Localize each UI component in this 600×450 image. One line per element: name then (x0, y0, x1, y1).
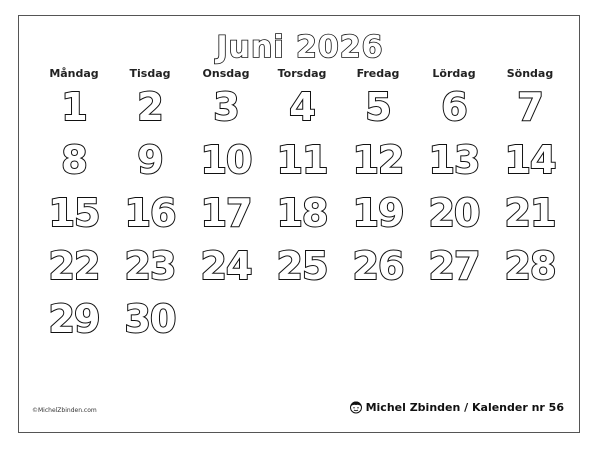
author-credit-text: Michel Zbinden / Kalender nr 56 (365, 400, 564, 414)
calendar-title: Juni 2026 (216, 30, 384, 65)
day-grid (36, 80, 568, 346)
day-cell: 25 (276, 243, 328, 288)
day-cell: 7 (517, 84, 543, 129)
day-cell: 17 (200, 190, 252, 235)
day-cell: 22 (48, 243, 100, 288)
day-cell: 30 (124, 296, 176, 341)
day-cell: 13 (428, 137, 480, 182)
day-cell: 1 (61, 84, 87, 129)
day-cell: 15 (48, 190, 100, 235)
day-cell: 24 (200, 243, 252, 288)
author-credit (349, 398, 564, 416)
day-cell: 26 (352, 243, 404, 288)
day-cell: 19 (352, 190, 404, 235)
day-cell: 9 (137, 137, 163, 182)
day-cell: 18 (276, 190, 328, 235)
day-cell: 20 (428, 190, 480, 235)
day-cell: 21 (504, 190, 556, 235)
weekday-label: Tisdag (129, 67, 171, 80)
day-cell: 23 (124, 243, 176, 288)
weekday-label: Lördag (432, 67, 476, 80)
weekday-label: Torsdag (277, 67, 327, 80)
website-credit: ©MichelZbinden.com (32, 407, 97, 414)
day-cell: 5 (365, 84, 391, 129)
day-cell: 16 (124, 190, 176, 235)
day-cell: 28 (504, 243, 556, 288)
day-cell: 2 (137, 84, 163, 129)
day-cell: 12 (352, 137, 404, 182)
weekday-label: Fredag (356, 67, 400, 80)
day-cell: 8 (61, 137, 87, 182)
day-cell: 27 (428, 243, 480, 288)
face-icon (349, 400, 363, 414)
weekday-label: Måndag (49, 67, 99, 80)
day-cell: 11 (276, 137, 328, 182)
day-cell: 10 (200, 137, 252, 182)
day-cell: 6 (441, 84, 467, 129)
day-cell: 3 (213, 84, 239, 129)
day-cell: 4 (289, 84, 315, 129)
weekday-label: Söndag (506, 67, 554, 80)
day-cell: 29 (48, 296, 100, 341)
day-cell: 14 (504, 137, 556, 182)
weekday-label: Onsdag (202, 67, 250, 80)
